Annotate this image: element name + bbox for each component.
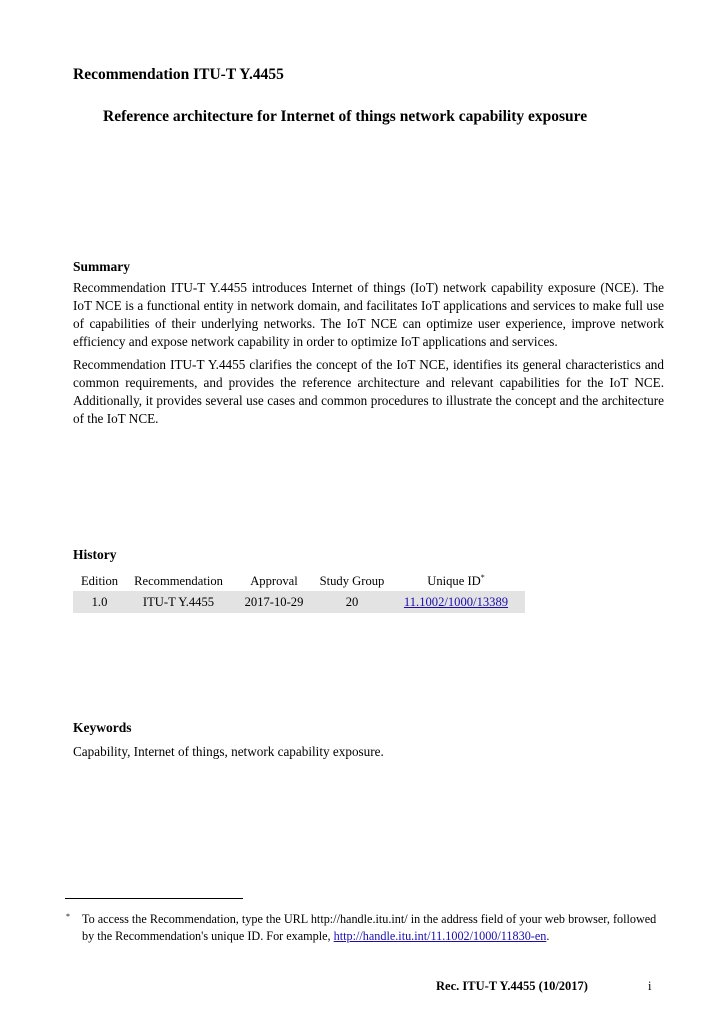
footnote-text-after: . [546,929,550,943]
unique-id-link[interactable]: 11.1002/1000/13389 [403,594,509,609]
cell-study-group: 20 [317,591,387,613]
unique-id-footnote-marker: * [480,572,485,582]
column-header-study-group: Study Group [319,573,385,588]
footnote-marker: * [66,912,70,921]
summary-paragraph-1: Recommendation ITU-T Y.4455 introduces Internet of things (IoT) network capability exposure (NCE). The IoT NCE is a functional entity in network domain, and facilitates IoT applications and services to make full use of capabilities of their underlying networks. The IoT NCE can optimize user experience, improve network efficiency and expose network capability in order to optimize IoT applications and services. [73,280,664,349]
page-number: i [648,979,652,993]
column-header-edition: Edition [80,573,119,588]
footnote-text-before: To access the Recommendation, type the URL http://handle.itu.int/ in the address field of your web browser, followed by the Recommendation's unique ID. For example, [82,912,657,943]
column-header-unique-id [387,571,525,591]
footnote-example-link[interactable]: http://handle.itu.int/11.1002/1000/11830-en [333,929,547,943]
summary-body [73,279,664,428]
summary-paragraph-2: Recommendation ITU-T Y.4455 clarifies the concept of the IoT NCE, identifies its general characteristics and common requirements, and provides the reference architecture and relevant capabilities for the IoT NCE. Additionally, it provides several use cases and common procedures to illustrate the concept and the architecture of the IoT NCE. [73,357,664,426]
cell-unique-id [387,591,525,613]
cell-edition: 1.0 [73,591,126,613]
table-row [73,591,525,613]
column-header-recommendation: Recommendation [134,573,223,588]
footnote-text [82,911,666,945]
footnote-separator [65,898,243,899]
history-heading: History [73,547,117,562]
history-header-row [73,571,525,591]
keywords-heading: Keywords [73,720,132,735]
footnote [66,911,666,945]
recommendation-title: Recommendation ITU-T Y.4455 [73,66,284,83]
summary-heading: Summary [73,259,130,274]
unique-id-label: Unique ID [427,574,481,589]
keywords-text: Capability, Internet of things, network capability exposure. [73,744,384,759]
document-title: Reference architecture for Internet of things network capability exposure [103,108,588,125]
page-footer-label: Rec. ITU-T Y.4455 (10/2017) [436,979,588,993]
cell-approval: 2017-10-29 [231,591,317,613]
cell-recommendation: ITU-T Y.4455 [126,591,231,613]
history-table [73,571,525,613]
column-header-approval: Approval [250,573,298,588]
